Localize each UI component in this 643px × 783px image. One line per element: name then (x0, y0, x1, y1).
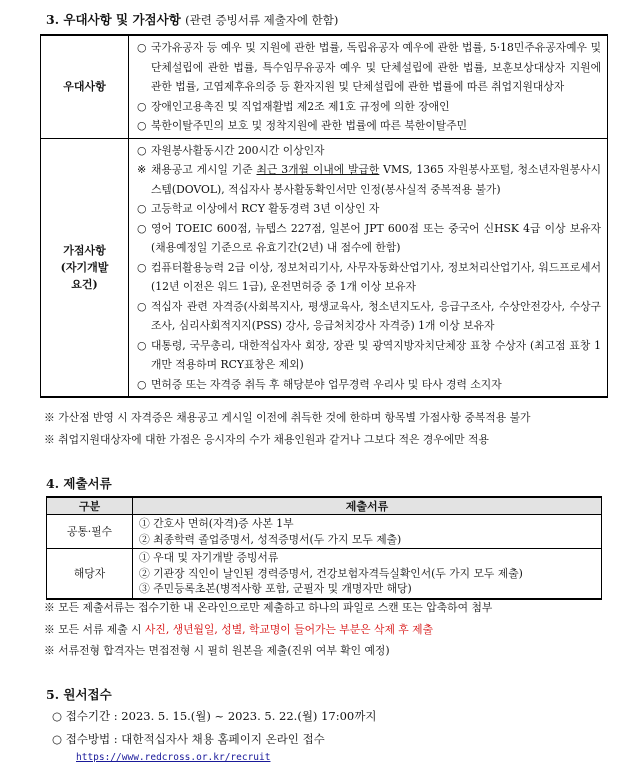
header-category: 구분 (47, 497, 133, 515)
bonus-item-6: ○ 적십자 관련 자격증(사회복지사, 평생교육사, 청소년지도사, 응급구조사, 수상안전강사, 수상구조사, 심리사회적지지(PSS) 강사, 응급처치강사 자격증) 1개 이상 보유자 (137, 299, 601, 332)
preference-item-2: ○ 장애인고용촉진 및 직업재활법 제2조 제1호 규정에 의한 장애인 (137, 99, 450, 113)
common-item-1: ① 간호사 면허(자격)증 사본 1부 (139, 517, 294, 530)
preference-label: 우대사항 (41, 35, 129, 138)
recruit-link[interactable]: https://www.redcross.or.kr/recruit (76, 752, 271, 763)
section4-note-1: ※ 모든 제출서류는 접수기한 내 온라인으로만 제출하고 하나의 파일로 스캔 또는 압축하여 첨부 (44, 601, 493, 614)
common-item-2: ② 최종학력 졸업증명서, 성적증명서(두 가지 모두 제출) (139, 532, 402, 546)
applicable-item-3: ③ 주민등록초본(병적사항 포함, 군필자 및 개명자만 해당) (139, 582, 412, 595)
documents-row-applicable (47, 549, 602, 599)
section4-note-3: ※ 서류전형 합격자는 면접전형 시 필히 원본을 제출(진위 여부 확인 예정) (44, 644, 390, 657)
section3-heading: 3. 우대사항 및 가점사항 (46, 12, 181, 27)
bonus-item-3: ○ 고등학교 이상에서 RCY 활동경력 3년 이상인 자 (137, 202, 380, 215)
application-period: ○ 접수기간 : 2023. 5. 15.(월) ~ 2023. 5. 22.(월) 17:00까지 (52, 709, 377, 723)
common-label: 공통·필수 (47, 515, 133, 549)
documents-header (47, 497, 602, 515)
documents-table (46, 496, 602, 600)
bonus-label: 가점사항 (자기개발 요건) (41, 138, 129, 397)
bonus-item-4: ○ 영어 TOEIC 600점, 뉴텝스 227점, 일본어 JPT 600점 또는 중국어 신HSK 4급 이상 보유자 (채용예정일 기준으로 유효기간(2년) 내 점수에 한함) (137, 221, 601, 254)
bonus-item-5: ○ 컴퓨터활용능력 2급 이상, 정보처리기사, 사무자동화산업기사, 정보처리산업기사, 워드프로세서(12년 이전은 워드 1급), 운전면허증 중 1개 이상 보유자 (137, 260, 601, 293)
bonus-row (41, 138, 608, 397)
preference-table (40, 34, 608, 398)
section4-note-2: ※ 모든 서류 제출 시 사진, 생년월일, 성별, 학교명이 들어가는 부분은 삭제 후 제출 (44, 623, 434, 636)
application-method: ○ 접수방법 : 대한적십자사 채용 홈페이지 온라인 접수 (52, 732, 325, 746)
section4-title: 4. 제출서류 (46, 476, 112, 491)
section3-note-2: ※ 취업지원대상자에 대한 가점은 응시자의 수가 채용인원과 같거나 그보다 적은 경우에만 적용 (44, 433, 489, 446)
preference-item-1: ○ 국가유공자 등 예우 및 지원에 관한 법률, 독립유공자 예우에 관한 법률, 5·18민주유공자예우 및 단체설립에 관한 법률, 특수임무유공자 예우 및 단체설립에 관한 법률, 보훈보상대상자 지원에 관한 법률, 고엽제후유의증 등 환자지원 및 단체설립에 관한 법률에 따른 취업지원대상자 (137, 41, 601, 93)
applicable-label: 해당자 (47, 549, 133, 599)
bonus-item-2: ※ 채용공고 게시일 기준 최근 3개월 이내에 발급한 VMS, 1365 자원봉사포털, 청소년자원봉사시스템(DOVOL), 적십자사 봉사활동확인서만 인정(봉사실적 중복적용 불가) (137, 163, 602, 196)
section3-subtitle: (관련 증빙서류 제출자에 한함) (185, 13, 339, 27)
preference-row (41, 35, 608, 138)
bonus-items (129, 138, 608, 397)
bonus-item-8: ○ 면허증 또는 자격증 취득 후 해당분야 업무경력 우리사 및 타사 경력 소지자 (137, 377, 502, 391)
header-documents: 제출서류 (133, 497, 602, 515)
documents-row-common (47, 515, 602, 549)
section5-title: 5. 원서접수 (46, 687, 112, 702)
section3-title (46, 10, 338, 28)
preference-items (129, 35, 608, 138)
applicable-item-2: ② 기관장 직인이 날인된 경력증명서, 건강보험자격득실확인서(두 가지 모두 제출) (139, 566, 523, 580)
applicable-item-1: ① 우대 및 자기개발 증빙서류 (139, 551, 279, 564)
applicable-items (133, 549, 602, 599)
section3-note-1: ※ 가산점 반영 시 자격증은 채용공고 게시일 이전에 취득한 것에 한하며 항목별 가점사항 중복적용 불가 (44, 411, 531, 424)
preference-item-3: ○ 북한이탈주민의 보호 및 정착지원에 관한 법률에 따른 북한이탈주민 (137, 119, 468, 132)
common-items (133, 515, 602, 549)
bonus-item-1: ○ 자원봉사활동시간 200시간 이상인자 (137, 143, 325, 157)
bonus-item-7: ○ 대통령, 국무총리, 대한적십자사 회장, 장관 및 광역지방자치단체장 표창 수상자 (최고점 표창 1개만 적용하며 RCY표창은 제외) (137, 338, 601, 371)
